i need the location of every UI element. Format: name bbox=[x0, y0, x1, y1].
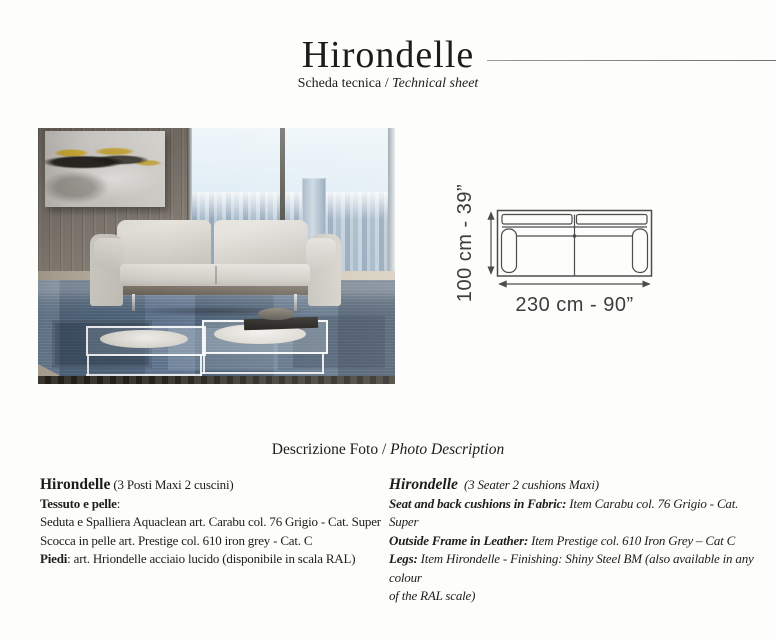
product-photo bbox=[38, 128, 395, 384]
materials-colon: : bbox=[116, 495, 121, 511]
subtitle-italian: Scheda tecnica / bbox=[297, 76, 393, 91]
title-rule-line bbox=[487, 60, 776, 61]
legs-label: Legs: bbox=[389, 551, 418, 566]
frame-label: Outside Frame in Leather: bbox=[389, 532, 529, 548]
sofa-back-cushion-left bbox=[117, 220, 211, 270]
frame-line-en bbox=[389, 532, 767, 551]
feet-text: : art. Hriondelle acciaio lucido (disponibile in scala RAL) bbox=[67, 551, 356, 566]
frame-text: Item Prestige col. 610 Iron Grey – Cat C bbox=[528, 532, 736, 548]
coffee-table-rail bbox=[86, 374, 202, 376]
coffee-table bbox=[86, 318, 326, 378]
description-header-english: Photo Description bbox=[390, 441, 505, 458]
cushions-line-en bbox=[389, 495, 767, 532]
coffee-table-rail bbox=[202, 372, 324, 374]
decor-bowl bbox=[258, 308, 294, 320]
description-italian-column bbox=[40, 476, 385, 569]
description-section-header bbox=[0, 441, 776, 459]
subtitle-english: Technical sheet bbox=[392, 76, 479, 91]
abstract-painting bbox=[45, 131, 165, 207]
window-frame-right bbox=[388, 128, 395, 278]
sofa-shadow bbox=[88, 304, 348, 318]
product-name-line-en bbox=[389, 476, 767, 495]
sofa-back-cushion-right bbox=[214, 220, 308, 270]
product-variant-en: (3 Seater 2 cushions Maxi) bbox=[460, 477, 599, 492]
materials-label: Tessuto e pelle bbox=[40, 495, 117, 511]
cushions-text: Item Carabu col. 76 Grigio - Cat. Super bbox=[389, 495, 739, 529]
product-name-it: Hirondelle bbox=[40, 476, 111, 493]
sofa-leg bbox=[294, 294, 297, 311]
page-subtitle bbox=[0, 76, 776, 92]
coffee-table-leg bbox=[203, 352, 205, 374]
decor-tray bbox=[100, 330, 188, 348]
sofa-outline bbox=[498, 211, 652, 277]
legs-text: Item Hirondelle - Finishing: Shiny Steel BM (also available in any colour bbox=[389, 551, 754, 585]
cushions-label: Seat and back cushions in Fabric: bbox=[389, 495, 567, 511]
materials-label-line bbox=[40, 495, 385, 514]
sofa-seat-cushions bbox=[120, 264, 310, 286]
height-dimension-label: 100 cm - 39” bbox=[454, 183, 476, 303]
page-title: Hirondelle bbox=[301, 34, 475, 76]
feet-line-it bbox=[40, 550, 385, 569]
seat-fabric-line-it: Seduta e Spalliera Aquaclean art. Carabu col. 76 Grigio - Cat. Super bbox=[40, 514, 381, 529]
legs-line-en bbox=[389, 550, 767, 587]
product-name-line-it bbox=[40, 476, 385, 495]
feet-label: Piedi bbox=[40, 551, 68, 566]
product-variant-it: (3 Posti Maxi 2 cuscini) bbox=[110, 477, 234, 492]
coffee-table-leg bbox=[87, 354, 89, 376]
coffee-table-leg bbox=[322, 352, 324, 374]
legs-line-wrap-en: of the RAL scale) bbox=[389, 588, 476, 603]
sofa-arm-pillow-left bbox=[94, 238, 124, 268]
description-header-italian: Descrizione Foto / bbox=[271, 441, 391, 458]
width-dimension-label: 230 cm - 90” bbox=[515, 294, 634, 316]
sofa-leg bbox=[132, 294, 135, 311]
sofa-top-view-diagram bbox=[440, 170, 720, 320]
sofa-arm-pillow-right bbox=[306, 238, 336, 268]
frame-leather-line-it: Scocca in pelle art. Prestige col. 610 iron grey - Cat. C bbox=[40, 532, 313, 548]
description-english-column bbox=[389, 476, 767, 606]
product-name-en: Hirondelle bbox=[389, 476, 458, 493]
